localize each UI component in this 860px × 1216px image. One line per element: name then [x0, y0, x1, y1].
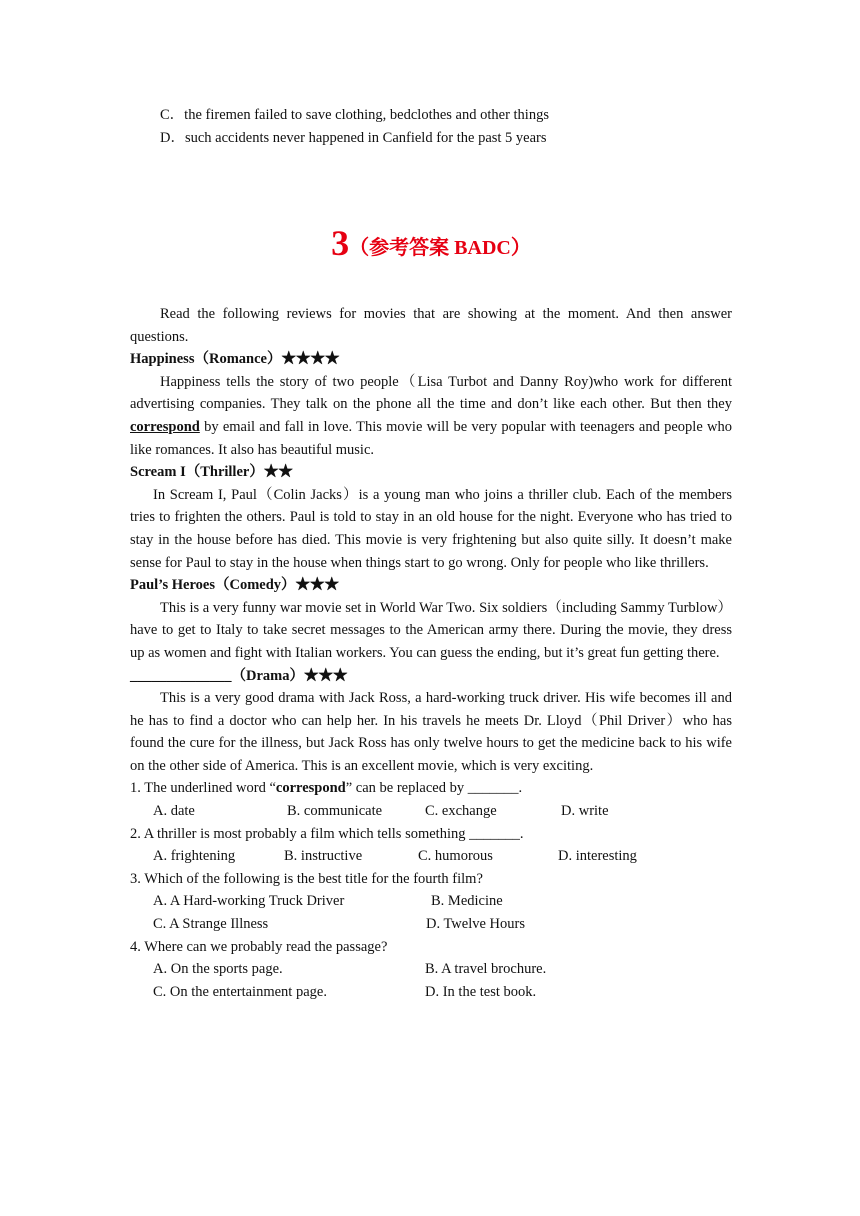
question-4: 4. Where can we probably read the passage? — [130, 938, 388, 955]
question-2-options — [153, 845, 732, 868]
review-title-happiness: Happiness（Romance）★★★★ — [130, 351, 340, 368]
option-b: B. instructive — [284, 848, 363, 865]
section-heading — [130, 222, 732, 264]
review-title-scream: Scream I（Thriller）★★ — [130, 464, 293, 481]
option-c: C. humorous — [418, 848, 493, 865]
question-4-options-row-1 — [153, 958, 732, 981]
option-a: A. frightening — [153, 848, 236, 865]
review-text-part: Happiness tells the story of two people（Lisa Turbot and Danny Roy)who work for different advertising companies. They talk on the phone all the time and don’t like each other. But then they — [130, 373, 732, 413]
review-text-happiness — [130, 371, 732, 461]
question-3-options-row-1 — [153, 890, 732, 913]
option-a: A. A Hard-working Truck Driver — [153, 893, 345, 910]
question-4-options-row-2 — [153, 981, 732, 1004]
previous-option-c: C．the firemen failed to save clothing, bedclothes and other things — [160, 107, 549, 123]
underlined-word: correspond — [130, 418, 200, 435]
question-3: 3. Which of the following is the best title for the fourth film? — [130, 870, 483, 887]
question-bold-word: correspond — [275, 780, 346, 797]
previous-question-options — [130, 104, 732, 149]
question-1 — [130, 777, 732, 800]
option-c: C. exchange — [425, 803, 497, 820]
option-d: D. Twelve Hours — [426, 916, 525, 933]
question-2: 2. A thriller is most probably a film which tells something _______. — [130, 825, 524, 842]
option-b: B. Medicine — [431, 893, 503, 910]
answer-key-note: （参考答案 BADC） — [349, 236, 531, 259]
review-title-pauls-heroes: Paul’s Heroes（Comedy）★★★ — [130, 577, 340, 594]
section-number: 3 — [331, 223, 350, 263]
option-d: D. interesting — [558, 848, 637, 865]
option-d: D. write — [561, 803, 609, 820]
review-text-scream: In Scream I, Paul（Colin Jacks）is a young man who joins a thriller club. Each of the members tries to frighten the others. Paul is told to stay in an old house for the night. Everyone who has tried to stay in the house before has died. This movie is very frightening but also quite silly. It doesn’t make sense for Paul to stay in the house when things start to go wrong. Only for people who like thrillers. — [130, 486, 732, 571]
option-b: B. communicate — [287, 803, 383, 820]
review-title-drama: ______________（Drama）★★★ — [130, 667, 348, 684]
option-b: B. A travel brochure. — [425, 961, 547, 978]
option-c: C. On the entertainment page. — [153, 983, 327, 1000]
question-stem-part: ” can be replaced by _______. — [345, 780, 523, 797]
option-c: C. A Strange Illness — [153, 916, 269, 933]
option-a: A. On the sports page. — [153, 961, 283, 978]
question-3-options-row-2 — [153, 913, 732, 936]
passage-intro: Read the following reviews for movies that are showing at the moment. And then answer questions. — [130, 306, 732, 345]
option-d: D. In the test book. — [425, 983, 537, 1000]
review-text-part: by email and fall in love. This movie will be very popular with teenagers and people who like romances. It also has beautiful music. — [130, 418, 732, 458]
question-1-options — [153, 800, 732, 823]
review-text-drama: This is a very good drama with Jack Ross, a hard-working truck driver. His wife becomes ill and he has to find a doctor who can help her. In his travels he meets Dr. Lloyd（Phil Driver）who has found the cure for the illness, but Jack Ross has only twelve hours to get the medicine back to his wife on the other side of America. This is an excellent movie, which is very exciting. — [130, 690, 732, 774]
previous-option-d: D．such accidents never happened in Canfield for the past 5 years — [160, 129, 547, 146]
option-a: A. date — [153, 803, 195, 820]
reading-passage — [130, 303, 732, 1003]
question-stem-part: 1. The underlined word “ — [130, 780, 276, 797]
review-text-pauls-heroes: This is a very funny war movie set in World War Two. Six soldiers（including Sammy Turblow）have to get to Italy to take secret messages to the American army there. During the movie, they dress up as women and fight with Italian workers. You can guess the ending, but it’s great fun getting there. — [130, 599, 732, 661]
